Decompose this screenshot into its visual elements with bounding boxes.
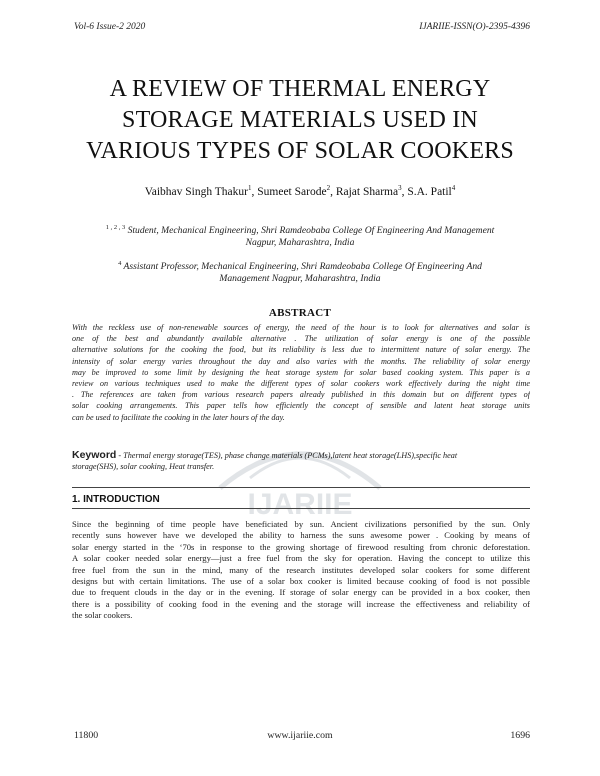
affiliation-professor: $^4$ Assistant Professor, Mechanical Engineering, Shri Ramdeobaba College Of Engineering And Management Nagpur, Maharashtra, India [118, 260, 482, 285]
introduction-body [72, 519, 530, 622]
abstract-line: may be improved to some limit by designing the heat storage system for solar based cooking system. This paper is a [72, 367, 530, 377]
author-sup: 3 [398, 184, 402, 192]
ijariie-watermark [180, 430, 420, 520]
body-line: designs but with certain limitations. The use of a solar box cooker is limited because cooking of food is not possible [72, 576, 530, 587]
title-line: A REVIEW OF THERMAL ENERGY [109, 76, 491, 102]
title-line: STORAGE MATERIALS USED IN [122, 107, 478, 133]
body-line: Since the beginning of time people have beneficiated by sun. Ancient civilizations personified by the sun. Only [72, 519, 530, 529]
introduction-heading: 1. INTRODUCTION [72, 494, 160, 505]
affiliation-sup: 4 [118, 260, 122, 267]
author-name: Rajat Sharma [335, 185, 399, 198]
paper-title [40, 74, 560, 167]
abstract-line: With the reckless use of non-renewable sources of energy, the need of the hour is to look for alternatives and solar is [72, 323, 530, 332]
affiliation-students: $^{1 , 2 , 3}$ Student, Mechanical Engineering, Shri Ramdeobaba College Of Engineering And Management Nagpur, Maharashtra, India [105, 224, 495, 249]
keywords-label: Keyword [72, 450, 117, 461]
body-line: recently suns however have we developed the ability to harness the suns awesome power . Cooking by means of [72, 530, 530, 541]
abstract-line: review on various techniques used to make the different types of solar cookers work effectively during the night time [72, 379, 530, 389]
abstract-line: alternative solutions for the cooking the food, but its reliability is less due to intermittent nature of solar energy. The [72, 345, 530, 355]
affiliation-sup: 1 , 2 , 3 [105, 224, 126, 231]
author-sup: 4 [451, 184, 456, 192]
body-line: due to frequent clouds in the day or in the evening. If storage of solar energy can be provided in a box cooker, then [72, 587, 530, 598]
abstract-body [72, 322, 530, 423]
body-line: solar energy started in the ‘70s in response to the growing shortage of firewood resulting from chronic deforestation. [72, 541, 530, 552]
abstract-line: one of the best and abundantly available alternative . The utilization of solar energy is one of the possible [72, 334, 530, 344]
footer-page-number: 1696 [510, 730, 530, 741]
footer-paper-id: 11800 [74, 730, 99, 741]
abstract-line: . The references are taken from various research papers already published in this domain but on different types of [72, 390, 530, 400]
section-rule-bottom [72, 508, 530, 509]
abstract-line: solar cooking arrangements. This paper tells how efficiently the concept of sensible and latent heat storage units [72, 401, 530, 411]
footer-website-link[interactable]: www.ijariie.com [267, 730, 333, 741]
body-line: there is a possibility of cooking food in the evening and the storage will increase the effectiveness and reliability of [72, 598, 530, 609]
abstract-heading: ABSTRACT [268, 307, 332, 319]
watermark-text: IJARIIE [247, 488, 353, 520]
section-rule-top [72, 487, 530, 488]
author-sup: 2 [326, 184, 331, 192]
abstract-line: can be used to facilitate the cooking in the later hours of the day. [72, 412, 285, 422]
header-issn: IJARIIE-ISSN(O)-2395-4396 [419, 22, 530, 32]
header-volume: Vol-6 Issue-2 2020 [74, 22, 146, 32]
title-line: VARIOUS TYPES OF SOLAR COOKERS [86, 138, 514, 164]
abstract-line: intensity of solar energy varies throughout the day and also varies with the months. The reliability of solar energy [72, 356, 530, 366]
body-line: A solar cooker needed solar energy—just a free fuel from the sky for operation. Having the concept to utilize this [72, 553, 530, 564]
body-line: the solar cookers. [72, 610, 133, 621]
author-list: Vaibhav Singh Thakur$^1$, Sumeet Sarode$^2$, Rajat Sharma$^3$, S.A. Patil$^4$ [144, 184, 456, 198]
body-line: free fuel from the sun in the mind, many of the research institutes developed solar cookers for some different [72, 564, 530, 575]
author-name: S.A. Patil [407, 185, 452, 198]
author-name: Sumeet Sarode [257, 185, 327, 198]
keywords: Keyword - Thermal energy storage(TES), phase change materials (PCMs),latent heat storage(LHS),specific heat storage(SHS), solar cooking, Heat transfer. [72, 450, 458, 471]
author-name: Vaibhav Singh Thakur [144, 185, 248, 198]
author-sup: 1 [248, 184, 252, 192]
